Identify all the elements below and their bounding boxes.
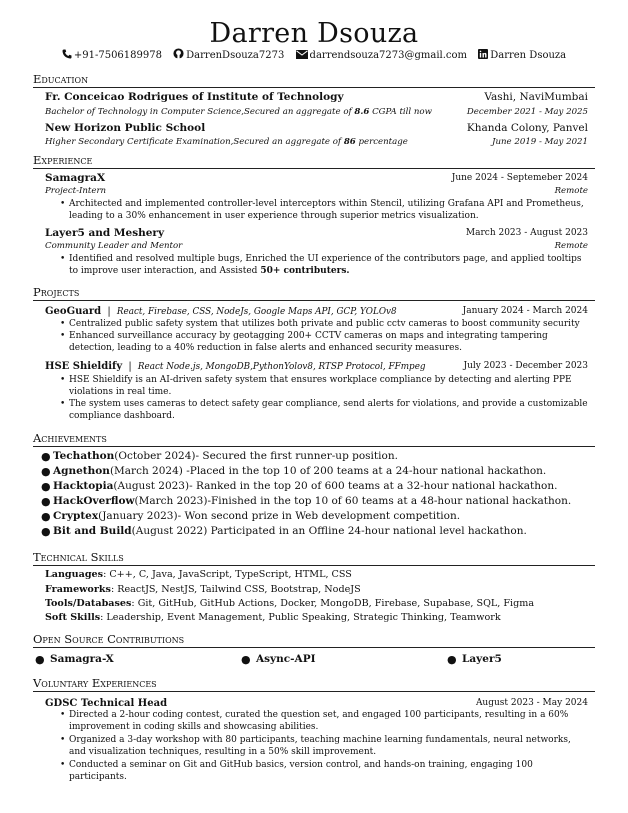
project-title-1 (45, 305, 397, 319)
open-source-item (241, 652, 316, 667)
section-technical-skills: Technical Skills (33, 550, 595, 566)
section-education: Education (33, 72, 595, 88)
bullet-icon: ● (41, 450, 51, 463)
experience-bullet (60, 199, 589, 222)
education-school-1: Fr. Conceicao Rodrigues of Institute of Technology (45, 91, 344, 103)
project-tech: React, Firebase, CSS, NodeJs, Google Maps API, GCP, YOLOv8 (116, 307, 397, 317)
bullet-highlight: 50+ contributers. (260, 265, 350, 276)
bullet-icon: ● (41, 510, 51, 523)
phone-number: +91-7506189978 (73, 50, 162, 61)
section-achievements: Achievements (33, 431, 595, 447)
achievement-text: (March 2023)-Finished in the top 10 of 60 teams at a 48-hour national hackathon. (134, 495, 572, 507)
bullet-icon: • (60, 375, 66, 385)
achievement-text: (August 2023)- Ranked in the top 20 of 600 teams at a 32-hour national hackathon. (113, 480, 558, 492)
email-address: darrendsouza7273@gmail.com (309, 50, 468, 61)
bullet-text: HSE Shieldify is an AI-driven safety system that ensures workplace compliance by detecting and alerting PPE violations in real time. (69, 375, 572, 397)
skill-row (45, 596, 534, 611)
project-dates-2: July 2023 - December 2023 (463, 361, 588, 371)
skill-label: Languages (45, 569, 104, 580)
experience-dates-2: March 2023 - August 2023 (465, 228, 588, 238)
bullet-icon: ● (41, 495, 51, 508)
phone-contact[interactable] (62, 50, 165, 61)
bullet-icon: ● (41, 525, 51, 538)
achievement-title: HackOverflow (53, 495, 135, 507)
degree-score: 8.6 (354, 107, 370, 117)
bullet-icon: • (60, 319, 66, 329)
github-username: DarrenDsouza7273 (186, 50, 285, 61)
project-bullet (60, 319, 589, 331)
achievement-title: Techathon (53, 450, 115, 462)
skill-value: : ReactJS, NestJS, Tailwind CSS, Bootstrap, NodeJS (110, 584, 361, 595)
bullet-icon: • (60, 399, 66, 409)
achievement-item (41, 464, 547, 479)
experience-mode-1: Remote (554, 186, 588, 196)
github-icon (173, 48, 184, 59)
email-icon (296, 50, 308, 59)
linkedin-contact[interactable] (478, 50, 566, 61)
bullet-text: Conducted a seminar on Git and GitHub basics, version control, and hands-on training, engaging 100 participants. (69, 760, 533, 782)
education-degree-2 (45, 137, 408, 148)
achievement-item (41, 479, 558, 494)
voluntary-dates: August 2023 - May 2024 (475, 698, 588, 708)
skill-label: Soft Skills (45, 612, 101, 623)
education-dates-1: December 2021 - May 2025 (466, 107, 588, 117)
achievement-text: (March 2024) -Placed in the top 10 of 200 teams at a 24-hour national hackathon. (109, 465, 547, 477)
degree-suffix: CGPA till now (369, 107, 432, 117)
open-source-name: Async-API (256, 653, 316, 665)
bullet-icon: ● (241, 653, 251, 666)
bullet-text: The system uses cameras to detect safety gear compliance, send alerts for violations, and provide a customizable compliance dashboard. (69, 399, 588, 421)
separator: | (128, 361, 132, 372)
experience-org-1: SamagraX (45, 172, 106, 184)
achievement-title: Agnethon (53, 465, 110, 477)
project-bullet (60, 331, 589, 354)
skill-row (45, 567, 352, 582)
section-experience: Experience (33, 153, 595, 169)
degree-suffix: percentage (355, 137, 408, 147)
degree-text: Bachelor of Technology in Computer Science,Secured an aggregate of (45, 107, 355, 117)
project-title-2 (45, 360, 426, 374)
skill-label: Tools/Databases (45, 598, 132, 609)
voluntary-org: GDSC Technical Head (45, 698, 168, 709)
open-source-item (447, 652, 502, 667)
degree-score: 86 (343, 137, 356, 147)
achievement-item (41, 509, 461, 524)
bullet-text: Organized a 3-day workshop with 80 participants, teaching machine learning fundamentals, neural networks, and visualization techniques, resulting in a 50% skill improvement. (69, 735, 571, 757)
email-contact[interactable] (296, 50, 471, 61)
experience-dates-1: June 2024 - Septemeber 2024 (451, 173, 588, 183)
bullet-text: Centralized public safety system that utilizes both private and public cctv cameras to boost community security (69, 319, 580, 329)
bullet-icon: ● (447, 653, 457, 666)
skill-row (45, 582, 361, 597)
achievement-title: Bit and Build (53, 525, 132, 537)
achievement-item (41, 449, 398, 464)
bullet-icon: • (60, 199, 66, 209)
candidate-name: Darren Dsouza (209, 18, 419, 49)
bullet-icon: ● (41, 480, 51, 493)
contact-line (0, 48, 628, 63)
voluntary-bullet (60, 710, 589, 733)
experience-role-2: Community Leader and Mentor (45, 241, 183, 251)
skill-label: Frameworks (45, 584, 111, 595)
bullet-icon: • (60, 710, 66, 720)
education-location-2: Khanda Colony, Panvel (466, 122, 588, 134)
open-source-name: Layer5 (462, 653, 502, 665)
education-degree-1 (45, 107, 432, 118)
bullet-icon: • (60, 760, 66, 770)
voluntary-bullet (60, 735, 589, 758)
open-source-name: Samagra-X (50, 653, 114, 665)
experience-mode-2: Remote (554, 241, 588, 251)
experience-bullet (60, 254, 589, 277)
phone-icon (62, 49, 72, 59)
project-bullet (60, 399, 589, 422)
achievement-text: (January 2023)- Won second prize in Web development competition. (98, 510, 461, 522)
achievement-text: (August 2022) Participated in an Offline 24-hour national level hackathon. (131, 525, 527, 537)
bullet-text: Enhanced surveillance accuracy by geotagging 200+ CCTV cameras on maps and integrating tampering detection, leading to a 40% reduction in false alerts and enhanced security measures. (69, 331, 548, 353)
bullet-text: Architected and implemented controller-level interceptors within Stencil, utilizing Grafana API and Prometheus, leading to a 30% enhancement in user experience through superior metrics visualization. (69, 199, 584, 221)
bullet-icon: ● (41, 465, 51, 478)
skill-row (45, 610, 501, 625)
project-tech: React Node.js, MongoDB,PythonYolov8, RTSP Protocol, FFmpeg (137, 362, 426, 372)
bullet-icon: ● (35, 653, 45, 666)
education-school-2: New Horizon Public School (45, 122, 206, 134)
achievement-item (41, 524, 527, 539)
section-voluntary: Voluntary Experiences (33, 676, 595, 692)
achievement-item (41, 494, 572, 509)
education-dates-2: June 2019 - May 2021 (492, 137, 588, 147)
bullet-text: Directed a 2-hour coding contest, curated the question set, and engaged 100 participants, resulting in a 60% improvement in coding skills and showcasing abilities. (69, 710, 569, 732)
education-location-1: Vashi, NaviMumbai (484, 91, 588, 103)
project-bullet (60, 375, 589, 398)
bullet-text: Identified and resolved multiple bugs, Enriched the UI experience of the contributors page, and applied tooltips to improve user interaction, and Assisted (69, 254, 582, 276)
linkedin-icon (478, 49, 488, 59)
linkedin-name: Darren Dsouza (490, 50, 567, 61)
separator: | (107, 306, 111, 317)
degree-text: Higher Secondary Certificate Examination,Secured an aggregate of (45, 137, 344, 147)
section-open-source: Open Source Contributions (33, 632, 595, 648)
project-name: HSE Shieldify (45, 361, 123, 372)
experience-role-1: Project-Intern (45, 186, 107, 196)
achievement-text: (October 2024)- Secured the first runner-up position. (114, 450, 398, 462)
open-source-item (35, 652, 114, 667)
achievement-title: Cryptex (53, 510, 99, 522)
skill-value: : Leadership, Event Management, Public Speaking, Strategic Thinking, Teamwork (100, 612, 501, 623)
experience-org-2: Layer5 and Meshery (45, 227, 165, 239)
section-projects: Projects (33, 285, 595, 301)
project-name: GeoGuard (45, 306, 102, 317)
project-dates-1: January 2024 - March 2024 (462, 306, 588, 316)
achievement-title: Hacktopia (53, 480, 114, 492)
skill-value: : C++, C, Java, JavaScript, TypeScript, HTML, CSS (103, 569, 352, 580)
skill-value: : Git, GitHub, GitHub Actions, Docker, MongoDB, Firebase, Supabase, SQL, Figma (131, 598, 535, 609)
voluntary-bullet (60, 760, 589, 783)
github-contact[interactable] (173, 50, 287, 61)
bullet-icon: • (60, 735, 66, 745)
bullet-icon: • (60, 254, 66, 264)
bullet-icon: • (60, 331, 66, 341)
